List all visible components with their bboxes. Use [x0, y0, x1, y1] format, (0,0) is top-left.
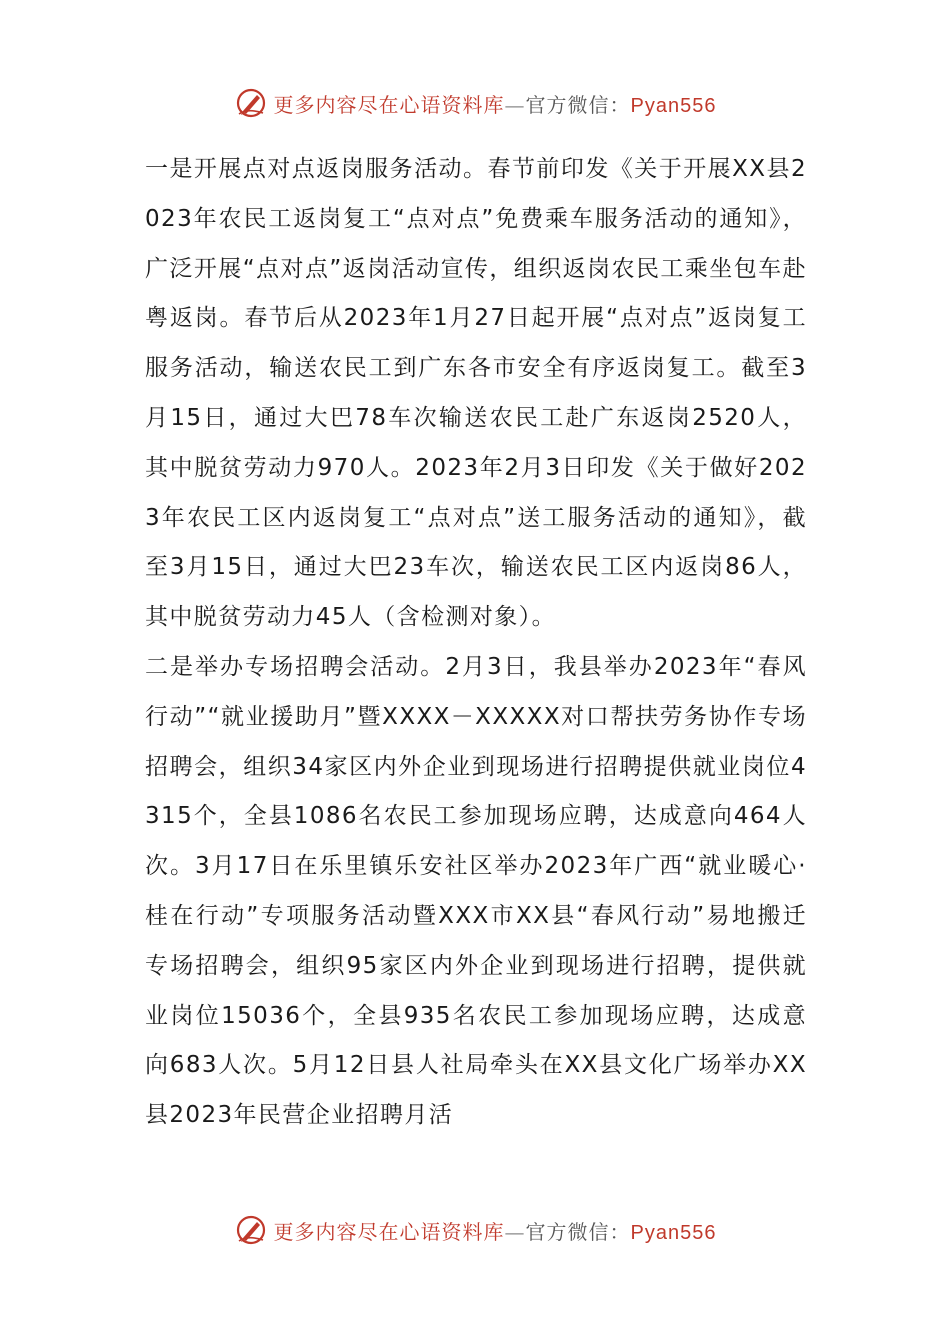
watermark-official-label: 官方微信： [525, 92, 631, 117]
pen-logo-icon [234, 86, 268, 120]
watermark-text [274, 1216, 717, 1245]
header-watermark [0, 83, 950, 123]
paragraph-job-fair: 二是举办专场招聘会活动。2月3日，我县举办2023年“春风行动”“就业援助月”暨XXXX－XXXXX对口帮扶劳务协作专场招聘会，组织34家区内外企业到现场进行招聘提供就业岗位4315个，全县1086名农民工参加现场应聘，达成意向464人次。3月17日在乐里镇乐安社区举办2023年广西“就业暖心·桂在行动”专项服务活动暨XXX市XX县“春风行动”易地搬迁专场招聘会，组织95家区内外企业到现场进行招聘，提供就业岗位15036个，全县935名农民工参加现场应聘，达成意向683人次。5月12日县人社局牵头在XX县文化广场举办XX县2023年民营企业招聘月活 [145, 653, 807, 1129]
watermark-brand: 更多内容尽在心语资料库 [273, 1219, 505, 1244]
watermark-official-label: 官方微信： [525, 1219, 631, 1244]
document-body [145, 145, 807, 1141]
watermark-account: Pyan556 [630, 94, 717, 117]
paragraph-point-to-point-service: 一是开展点对点返岗服务活动。春节前印发《关于开展XX县2023年农民工返岗复工“点对点”免费乘车服务活动的通知》，广泛开展“点对点”返岗活动宣传，组织返岗农民工乘坐包车赴粤返岗。春节后从2023年1月27日起开展“点对点”返岗复工服务活动，输送农民工到广东各市安全有序返岗复工。截至3月15日，通过大巴78车次输送农民工赴广东返岗2520人，其中脱贫劳动力970人。2023年2月3日印发《关于做好2023年农民工区内返岗复工“点对点”送工服务活动的通知》，截至3月15日，通过大巴23车次，输送农民工区内返岗86人，其中脱贫劳动力45人（含检测对象）。 [145, 156, 807, 631]
pen-logo-icon [234, 1213, 268, 1247]
watermark-text [274, 89, 717, 118]
watermark-brand: 更多内容尽在心语资料库 [273, 92, 505, 117]
footer-watermark [0, 1210, 950, 1250]
watermark-dash: — [504, 1219, 526, 1244]
watermark-dash: — [504, 92, 526, 117]
watermark-account: Pyan556 [630, 1221, 717, 1244]
